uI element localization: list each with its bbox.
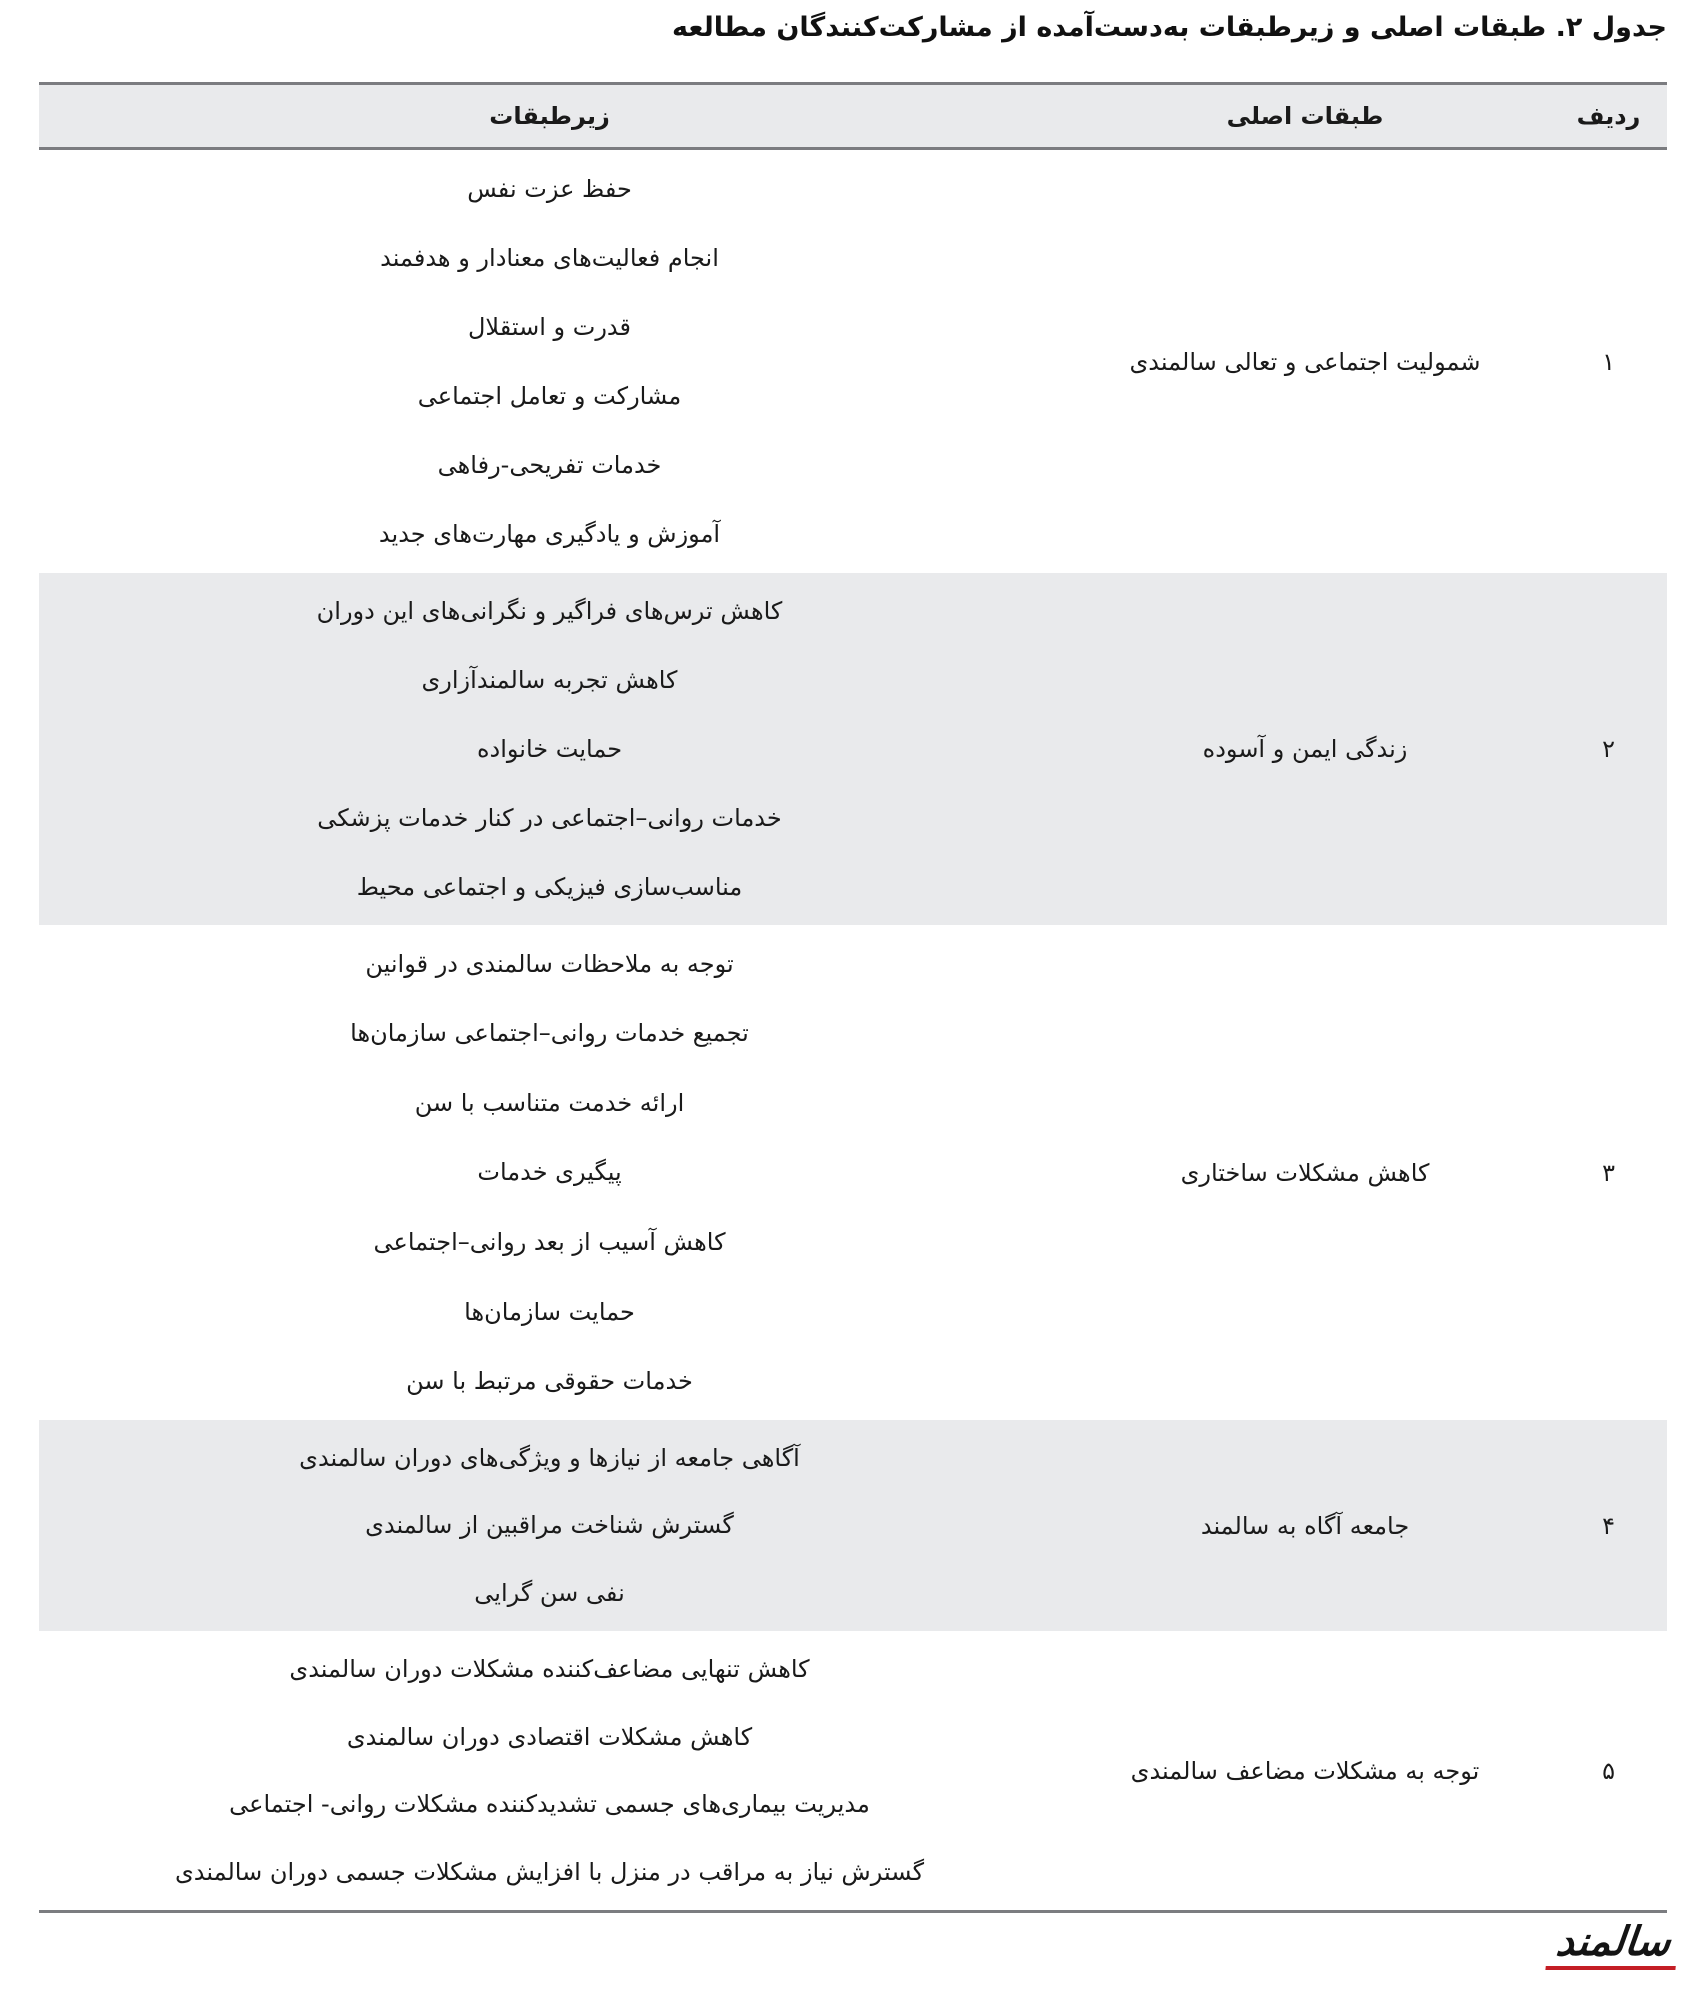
subcategory-item: گسترش شناخت مراقبین از سالمندی bbox=[365, 1511, 734, 1540]
table-header-row bbox=[39, 85, 1667, 150]
subcategory-list bbox=[39, 925, 1060, 1420]
table-row bbox=[39, 1631, 1667, 1910]
categories-table bbox=[39, 82, 1667, 1913]
table-row bbox=[39, 925, 1667, 1420]
subcategory-item: کاهش تجربه سالمندآزاری bbox=[421, 666, 678, 695]
subcategory-list bbox=[39, 150, 1060, 573]
subcategory-item: انجام فعالیت‌های معنادار و هدفمند bbox=[380, 243, 719, 272]
subcategory-item: خدمات حقوقی مرتبط با سن bbox=[406, 1367, 693, 1396]
main-category: شمولیت اجتماعی و تعالی سالمندی bbox=[1129, 347, 1481, 376]
header-cell-subcategories: زیرطبقات bbox=[489, 102, 610, 130]
subcategory-item: آموزش و یادگیری مهارت‌های جدید bbox=[378, 520, 721, 549]
subcategory-item: مدیریت بیماری‌های جسمی تشدیدکننده مشکلات روانی- اجتماعی bbox=[229, 1790, 870, 1819]
subcategory-list bbox=[39, 1631, 1060, 1910]
row-number: ۴ bbox=[1602, 1511, 1615, 1540]
subcategory-item: گسترش نیاز به مراقب در منزل با افزایش مشکلات جسمی دوران سالمندی bbox=[174, 1858, 925, 1887]
subcategory-item: مناسب‌سازی فیزیکی و اجتماعی محیط bbox=[356, 872, 743, 901]
subcategory-item: کاهش ترس‌های فراگیر و نگرانی‌های این دوران bbox=[316, 597, 783, 626]
row-number: ۳ bbox=[1602, 1158, 1615, 1187]
journal-logo bbox=[1548, 1920, 1678, 1970]
subcategory-item: نفی سن گرایی bbox=[474, 1579, 625, 1608]
subcategory-item: تجمیع خدمات روانی–اجتماعی سازمان‌ها bbox=[350, 1019, 749, 1048]
row-number: ۵ bbox=[1602, 1756, 1615, 1785]
main-category: جامعه آگاه به سالمند bbox=[1200, 1511, 1410, 1540]
subcategory-item: حمایت سازمان‌ها bbox=[464, 1297, 635, 1326]
main-category: زندگی ایمن و آسوده bbox=[1202, 735, 1408, 763]
subcategory-item: قدرت و استقلال bbox=[467, 312, 632, 341]
header-cell-main-categories: طبقات اصلی bbox=[1226, 102, 1384, 130]
subcategory-item: کاهش مشکلات اقتصادی دوران سالمندی bbox=[346, 1722, 753, 1751]
subcategory-list bbox=[39, 1420, 1060, 1631]
subcategory-list bbox=[39, 573, 1060, 925]
subcategory-item: خدمات روانی–اجتماعی در کنار خدمات پزشکی bbox=[317, 803, 782, 832]
subcategory-item: ارائه خدمت متناسب با سن bbox=[414, 1088, 685, 1117]
table-row bbox=[39, 1420, 1667, 1631]
subcategory-item: خدمات تفریحی-رفاهی bbox=[437, 451, 662, 480]
subcategory-item: توجه به ملاحظات سالمندی در قوانین bbox=[365, 949, 734, 978]
main-category: کاهش مشکلات ساختاری bbox=[1180, 1158, 1430, 1187]
row-number: ۱ bbox=[1602, 347, 1615, 376]
journal-logo-wordmark: سالمند bbox=[1545, 1920, 1680, 1970]
table-row bbox=[39, 573, 1667, 925]
subcategory-item: مشارکت و تعامل اجتماعی bbox=[417, 382, 682, 411]
table-row bbox=[39, 150, 1667, 573]
subcategory-item: پیگیری خدمات bbox=[477, 1158, 622, 1187]
row-number: ۲ bbox=[1602, 735, 1615, 763]
subcategory-item: کاهش آسیب از بعد روانی–اجتماعی bbox=[373, 1228, 726, 1257]
main-category: توجه به مشکلات مضاعف سالمندی bbox=[1130, 1756, 1480, 1785]
subcategory-item: کاهش تنهایی مضاعف‌کننده مشکلات دوران سالمندی bbox=[289, 1654, 810, 1683]
table-title: جدول ۲. طبقات اصلی و زیرطبقات به‌دست‌آمده از مشارکت‌کنندگان مطالعه bbox=[672, 12, 1667, 43]
subcategory-item: حمایت خانواده bbox=[476, 734, 623, 763]
header-cell-row-number: ردیف bbox=[1576, 102, 1641, 130]
subcategory-item: حفظ عزت نفس bbox=[467, 174, 632, 203]
subcategory-item: آگاهی جامعه از نیازها و ویژگی‌های دوران سالمندی bbox=[299, 1443, 800, 1472]
